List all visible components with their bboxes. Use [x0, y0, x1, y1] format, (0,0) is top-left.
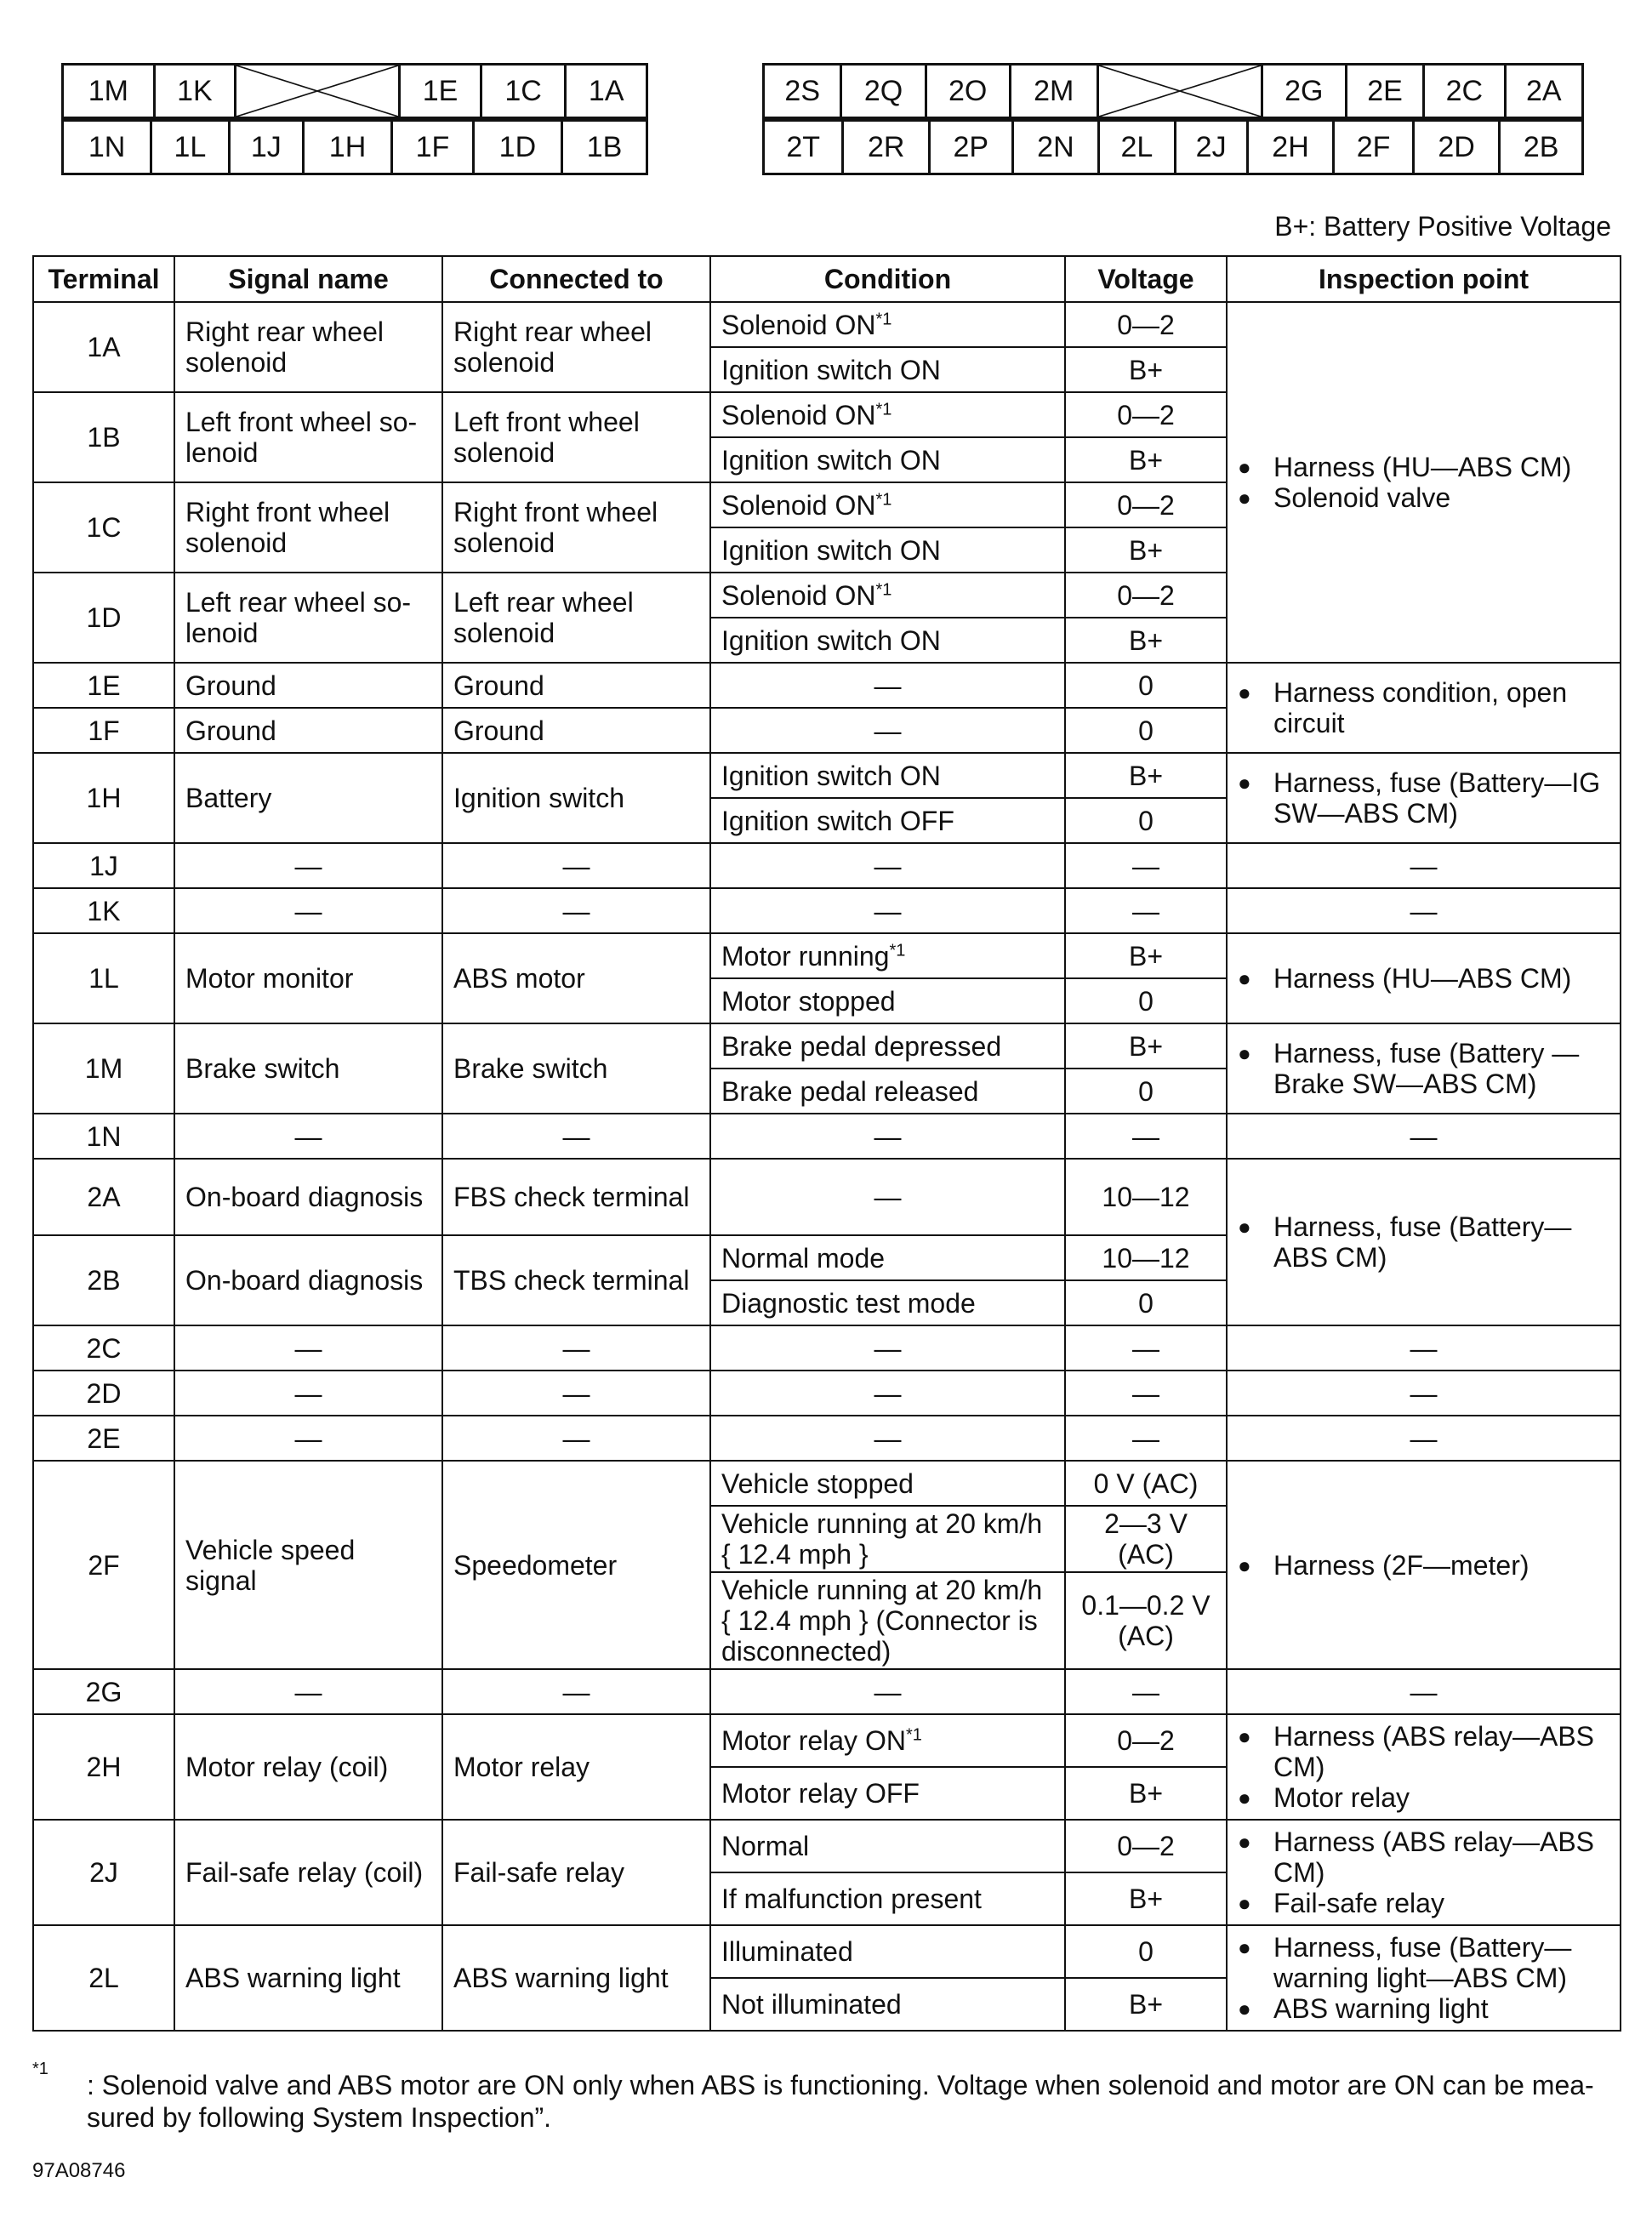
terminal-cell: 1N — [33, 1114, 174, 1159]
connected-cell: Right rear wheel solenoid — [442, 302, 710, 392]
inspection-item: Harness condition, open circuit — [1273, 677, 1568, 738]
table-row — [33, 1114, 1621, 1159]
connected-cell: Speedometer — [442, 1461, 710, 1669]
connected-cell: ABS motor — [442, 933, 710, 1023]
connected-cell: Right front wheel solenoid — [442, 482, 710, 573]
signal-cell: Left rear wheel so-lenoid — [174, 573, 442, 663]
signal-cell: Ground — [174, 663, 442, 708]
table-row — [33, 1714, 1621, 1767]
bullet-icon: ● — [1238, 454, 1251, 480]
inspection-item: Fail-safe relay — [1273, 1888, 1444, 1918]
table-row — [33, 1461, 1621, 1506]
terminal-cell: 1H — [33, 753, 174, 843]
voltage-cell: B+ — [1065, 437, 1227, 482]
signal-cell: Right rear wheel solenoid — [174, 302, 442, 392]
terminal-cell: 2C — [33, 1325, 174, 1371]
inspection-cell — [1227, 663, 1621, 753]
signal-cell: Left front wheel so-lenoid — [174, 392, 442, 482]
dash-cell: — — [710, 1416, 1065, 1461]
dash-cell: — — [710, 1669, 1065, 1714]
condition-cell: Brake pedal released — [710, 1069, 1065, 1114]
signal-cell: Fail-safe relay (coil) — [174, 1820, 442, 1925]
voltage-cell: 0—2 — [1065, 392, 1227, 437]
inspection-cell — [1227, 1461, 1621, 1669]
footnote-text: : Solenoid valve and ABS motor are ON only when ABS is functioning. Voltage when solenoid and motor are ON can be mea-sured by following System Inspection”. — [87, 2070, 1594, 2133]
pin: 2T — [764, 121, 843, 174]
pin: 2S — [764, 65, 841, 118]
voltage-cell: 0—2 — [1065, 1820, 1227, 1872]
signal-cell: Right front wheel solenoid — [174, 482, 442, 573]
pin: 1E — [400, 65, 481, 118]
header-inspection: Inspection point — [1227, 256, 1621, 302]
table-row — [33, 1416, 1621, 1461]
condition-cell: Diagnostic test mode — [710, 1280, 1065, 1325]
footnote-ref: *1 — [905, 1725, 922, 1745]
dash-cell: — — [442, 1114, 710, 1159]
dash-cell: — — [1065, 1371, 1227, 1416]
terminal-cell: 1B — [33, 392, 174, 482]
signal-cell: On-board diagnosis — [174, 1235, 442, 1325]
dash-cell: — — [442, 888, 710, 933]
inspection-item: Solenoid valve — [1273, 482, 1451, 513]
connected-cell: ABS warning light — [442, 1925, 710, 2031]
voltage-cell: 0—2 — [1065, 302, 1227, 347]
dash-cell: — — [174, 1371, 442, 1416]
condition-cell: Motor stopped — [710, 978, 1065, 1023]
terminal-cell: 2H — [33, 1714, 174, 1820]
voltage-cell: 0 V (AC) — [1065, 1461, 1227, 1506]
pin: 1N — [63, 121, 151, 174]
connected-cell: Motor relay — [442, 1714, 710, 1820]
footnote-ref: *1 — [875, 399, 892, 419]
bullet-icon: ● — [1238, 1552, 1251, 1578]
voltage-cell: B+ — [1065, 1767, 1227, 1820]
pin: 2F — [1334, 121, 1413, 174]
table-row — [33, 843, 1621, 888]
connected-cell: Ground — [442, 708, 710, 753]
condition-cell: — — [710, 663, 1065, 708]
voltage-cell: B+ — [1065, 1872, 1227, 1925]
dash-cell: — — [442, 1325, 710, 1371]
table-row — [33, 1159, 1621, 1235]
blank-pin-x — [1097, 65, 1262, 118]
pin: 1K — [154, 65, 236, 118]
pin: 2H — [1247, 121, 1334, 174]
condition-cell: Normal mode — [710, 1235, 1065, 1280]
signal-cell: Battery — [174, 753, 442, 843]
pin: 2N — [1012, 121, 1099, 174]
terminal-cell: 2A — [33, 1159, 174, 1235]
terminal-cell: 2J — [33, 1820, 174, 1925]
inspection-item: Harness (HU—ABS CM) — [1273, 963, 1572, 994]
voltage-cell: B+ — [1065, 527, 1227, 573]
pin: 2R — [843, 121, 930, 174]
header-signal: Signal name — [174, 256, 442, 302]
footnote-ref: *1 — [875, 579, 892, 599]
voltage-cell: 0 — [1065, 1069, 1227, 1114]
dash-cell: — — [1065, 888, 1227, 933]
condition-cell: Brake pedal depressed — [710, 1023, 1065, 1069]
voltage-cell: 0 — [1065, 1925, 1227, 1978]
connected-cell: Left rear wheel solenoid — [442, 573, 710, 663]
voltage-cell: B+ — [1065, 753, 1227, 798]
terminal-cell: 1J — [33, 843, 174, 888]
bullet-icon: ● — [1238, 680, 1251, 705]
pin: 2C — [1424, 65, 1505, 118]
signal-cell: On-board diagnosis — [174, 1159, 442, 1235]
terminal-cell: 2G — [33, 1669, 174, 1714]
terminal-cell: 1K — [33, 888, 174, 933]
terminal-cell: 1M — [33, 1023, 174, 1114]
pin: 1C — [481, 65, 566, 118]
condition-text: Motor relay ON — [721, 1725, 906, 1756]
table-row — [33, 888, 1621, 933]
inspection-cell — [1227, 1820, 1621, 1925]
inspection-item: Harness (ABS relay—ABS CM) — [1273, 1827, 1595, 1888]
condition-text: Solenoid ON — [721, 489, 876, 521]
bullet-icon: ● — [1238, 1785, 1251, 1810]
bullet-icon: ● — [1238, 1996, 1251, 2021]
voltage-cell: 0—2 — [1065, 573, 1227, 618]
blank-pin-x — [236, 65, 400, 118]
voltage-cell: B+ — [1065, 618, 1227, 663]
table-header — [33, 256, 1621, 302]
signal-cell: Brake switch — [174, 1023, 442, 1114]
voltage-cell: 10—12 — [1065, 1159, 1227, 1235]
dash-cell: — — [174, 1416, 442, 1461]
condition-cell — [710, 482, 1065, 527]
document-code: 97A08746 — [32, 2159, 126, 2182]
voltage-cell: B+ — [1065, 347, 1227, 392]
terminal-cell: 1A — [33, 302, 174, 392]
dash-cell: — — [1065, 843, 1227, 888]
condition-text: Solenoid ON — [721, 309, 876, 340]
table-row — [33, 753, 1621, 798]
condition-text: Motor running — [721, 940, 890, 972]
inspection-item: Harness (2F—meter) — [1273, 1549, 1530, 1581]
dash-cell: — — [710, 1371, 1065, 1416]
bullet-icon: ● — [1238, 1724, 1251, 1749]
inspection-cell — [1227, 753, 1621, 843]
dash-cell: — — [1227, 1416, 1621, 1461]
inspection-item: Harness, fuse (Battery—IG SW—ABS CM) — [1273, 767, 1601, 829]
dash-cell: — — [1065, 1114, 1227, 1159]
inspection-item: Harness, fuse (Battery — Brake SW—ABS CM) — [1273, 1038, 1580, 1099]
dash-cell: — — [1065, 1325, 1227, 1371]
terminal-cell: 1F — [33, 708, 174, 753]
condition-cell: Illuminated — [710, 1925, 1065, 1978]
pin: 2L — [1099, 121, 1175, 174]
inspection-cell — [1227, 1023, 1621, 1114]
condition-cell: Ignition switch ON — [710, 347, 1065, 392]
dash-cell: — — [442, 1371, 710, 1416]
header-connected: Connected to — [442, 256, 710, 302]
table-row — [33, 302, 1621, 347]
dash-cell: — — [710, 888, 1065, 933]
condition-cell: — — [710, 1159, 1065, 1235]
condition-text: Solenoid ON — [721, 579, 876, 611]
bullet-icon: ● — [1238, 966, 1251, 991]
connected-cell: Left front wheel solenoid — [442, 392, 710, 482]
pin: 2G — [1262, 65, 1346, 118]
terminal-cell: 2B — [33, 1235, 174, 1325]
condition-text: Solenoid ON — [721, 399, 876, 430]
voltage-cell: 0 — [1065, 798, 1227, 843]
voltage-cell: 2—3 V (AC) — [1065, 1506, 1227, 1572]
bullet-icon: ● — [1238, 1890, 1251, 1916]
connected-cell: Brake switch — [442, 1023, 710, 1114]
voltage-cell: 0 — [1065, 978, 1227, 1023]
connected-cell: Ground — [442, 663, 710, 708]
terminal-cell: 2D — [33, 1371, 174, 1416]
signal-cell: Vehicle speed signal — [174, 1461, 442, 1669]
inspection-cell — [1227, 1925, 1621, 2031]
table-row — [33, 1325, 1621, 1371]
condition-cell: If malfunction present — [710, 1872, 1065, 1925]
voltage-cell: 0 — [1065, 708, 1227, 753]
pin: 2A — [1505, 65, 1582, 118]
inspection-cell — [1227, 1714, 1621, 1820]
dash-cell: — — [174, 1669, 442, 1714]
pin: 1L — [151, 121, 230, 174]
condition-cell: Normal — [710, 1820, 1065, 1872]
pin: 2O — [926, 65, 1010, 118]
dash-cell: — — [174, 843, 442, 888]
connector-right-top — [762, 63, 1584, 119]
footnote-ref: *1 — [875, 309, 892, 328]
condition-cell: Motor relay OFF — [710, 1767, 1065, 1820]
dash-cell: — — [1227, 1669, 1621, 1714]
dash-cell: — — [174, 1325, 442, 1371]
connector-right-bottom — [762, 119, 1584, 175]
voltage-cell: 10—12 — [1065, 1235, 1227, 1280]
condition-cell — [710, 392, 1065, 437]
condition-cell — [710, 573, 1065, 618]
table-row — [33, 663, 1621, 708]
dash-cell: — — [1227, 843, 1621, 888]
terminal-cell: 1C — [33, 482, 174, 573]
condition-cell: Ignition switch OFF — [710, 798, 1065, 843]
inspection-item: ABS warning light — [1273, 1993, 1489, 2024]
table-row — [33, 1669, 1621, 1714]
inspection-item: Harness (HU—ABS CM) — [1273, 452, 1572, 482]
voltage-cell: 0 — [1065, 663, 1227, 708]
condition-cell: Ignition switch ON — [710, 527, 1065, 573]
condition-cell — [710, 933, 1065, 978]
voltage-cell: B+ — [1065, 1978, 1227, 2031]
voltage-cell: B+ — [1065, 1023, 1227, 1069]
pin: 1H — [303, 121, 391, 174]
inspection-cell — [1227, 933, 1621, 1023]
dash-cell: — — [442, 843, 710, 888]
terminal-cell: 2F — [33, 1461, 174, 1669]
pin: 2P — [930, 121, 1013, 174]
legend-bplus: B+: Battery Positive Voltage — [1274, 211, 1611, 242]
footnote-ref: *1 — [875, 489, 892, 509]
pin: 1B — [561, 121, 647, 174]
dash-cell: — — [442, 1669, 710, 1714]
voltage-cell: 0—2 — [1065, 1714, 1227, 1767]
bullet-icon: ● — [1238, 1214, 1251, 1240]
inspection-item: Harness, fuse (Battery—ABS CM) — [1273, 1211, 1572, 1273]
connected-cell: Fail-safe relay — [442, 1820, 710, 1925]
dash-cell: — — [710, 843, 1065, 888]
pin: 1M — [63, 65, 155, 118]
inspection-item: Harness, fuse (Battery—warning light—ABS CM) — [1273, 1932, 1572, 1993]
header-condition: Condition — [710, 256, 1065, 302]
signal-cell: Ground — [174, 708, 442, 753]
condition-cell: Vehicle running at 20 km/h { 12.4 mph } (Connector is disconnected) — [710, 1572, 1065, 1669]
signal-cell: Motor monitor — [174, 933, 442, 1023]
dash-cell: — — [174, 1114, 442, 1159]
dash-cell: — — [1065, 1669, 1227, 1714]
table-row — [33, 1023, 1621, 1069]
terminal-cell: 2L — [33, 1925, 174, 2031]
dash-cell: — — [442, 1416, 710, 1461]
dash-cell: — — [1065, 1416, 1227, 1461]
inspection-cell — [1227, 1159, 1621, 1325]
table-row — [33, 1925, 1621, 1978]
dash-cell: — — [1227, 1325, 1621, 1371]
terminal-cell: 1E — [33, 663, 174, 708]
inspection-item: Harness (ABS relay—ABS CM) — [1273, 1721, 1595, 1782]
condition-cell: Vehicle stopped — [710, 1461, 1065, 1506]
voltage-cell: 0.1—0.2 V (AC) — [1065, 1572, 1227, 1669]
pin: 2D — [1413, 121, 1500, 174]
dash-cell: — — [1227, 888, 1621, 933]
connected-cell: TBS check terminal — [442, 1235, 710, 1325]
footnote-ref: *1 — [889, 940, 906, 960]
voltage-cell: 0—2 — [1065, 482, 1227, 527]
pin: 2M — [1010, 65, 1097, 118]
pin: 1D — [473, 121, 561, 174]
terminal-cell: 1L — [33, 933, 174, 1023]
table-row — [33, 1820, 1621, 1872]
bullet-icon: ● — [1238, 485, 1251, 510]
dash-cell: — — [1227, 1371, 1621, 1416]
dash-cell: — — [1227, 1114, 1621, 1159]
connector-left-bottom — [61, 119, 648, 175]
table-row — [33, 1371, 1621, 1416]
header-terminal: Terminal — [33, 256, 174, 302]
dash-cell: — — [710, 1114, 1065, 1159]
terminal-table — [32, 255, 1621, 2032]
bullet-icon: ● — [1238, 1829, 1251, 1855]
bullet-icon: ● — [1238, 770, 1251, 795]
pin: 1F — [392, 121, 474, 174]
condition-cell: Vehicle running at 20 km/h { 12.4 mph } — [710, 1506, 1065, 1572]
condition-cell: Ignition switch ON — [710, 753, 1065, 798]
bullet-icon: ● — [1238, 1040, 1251, 1066]
terminal-cell: 1D — [33, 573, 174, 663]
connector-left-top — [61, 63, 648, 119]
footnote: *1 : Solenoid valve and ABS motor are ON only when ABS is functioning. Voltage when solenoid and motor are ON can be mea-sured by following System Inspection”. — [32, 2069, 1620, 2134]
dash-cell: — — [174, 888, 442, 933]
inspection-cell — [1227, 302, 1621, 663]
condition-cell: Not illuminated — [710, 1978, 1065, 2031]
terminal-cell: 2E — [33, 1416, 174, 1461]
voltage-cell: 0 — [1065, 1280, 1227, 1325]
connected-cell: FBS check terminal — [442, 1159, 710, 1235]
condition-cell — [710, 1714, 1065, 1767]
condition-cell: Ignition switch ON — [710, 437, 1065, 482]
pin: 2Q — [841, 65, 926, 118]
pin: 1A — [566, 65, 647, 118]
condition-cell: Ignition switch ON — [710, 618, 1065, 663]
dash-cell: — — [710, 1325, 1065, 1371]
header-voltage: Voltage — [1065, 256, 1227, 302]
table-row — [33, 933, 1621, 978]
bullet-icon: ● — [1238, 1935, 1251, 1960]
signal-cell: ABS warning light — [174, 1925, 442, 2031]
pin: 2E — [1346, 65, 1423, 118]
condition-cell: — — [710, 708, 1065, 753]
inspection-item: Motor relay — [1273, 1782, 1410, 1813]
pin: 2J — [1175, 121, 1247, 174]
condition-cell — [710, 302, 1065, 347]
signal-cell: Motor relay (coil) — [174, 1714, 442, 1820]
pin: 1J — [229, 121, 303, 174]
connected-cell: Ignition switch — [442, 753, 710, 843]
pin: 2B — [1500, 121, 1583, 174]
voltage-cell: B+ — [1065, 933, 1227, 978]
